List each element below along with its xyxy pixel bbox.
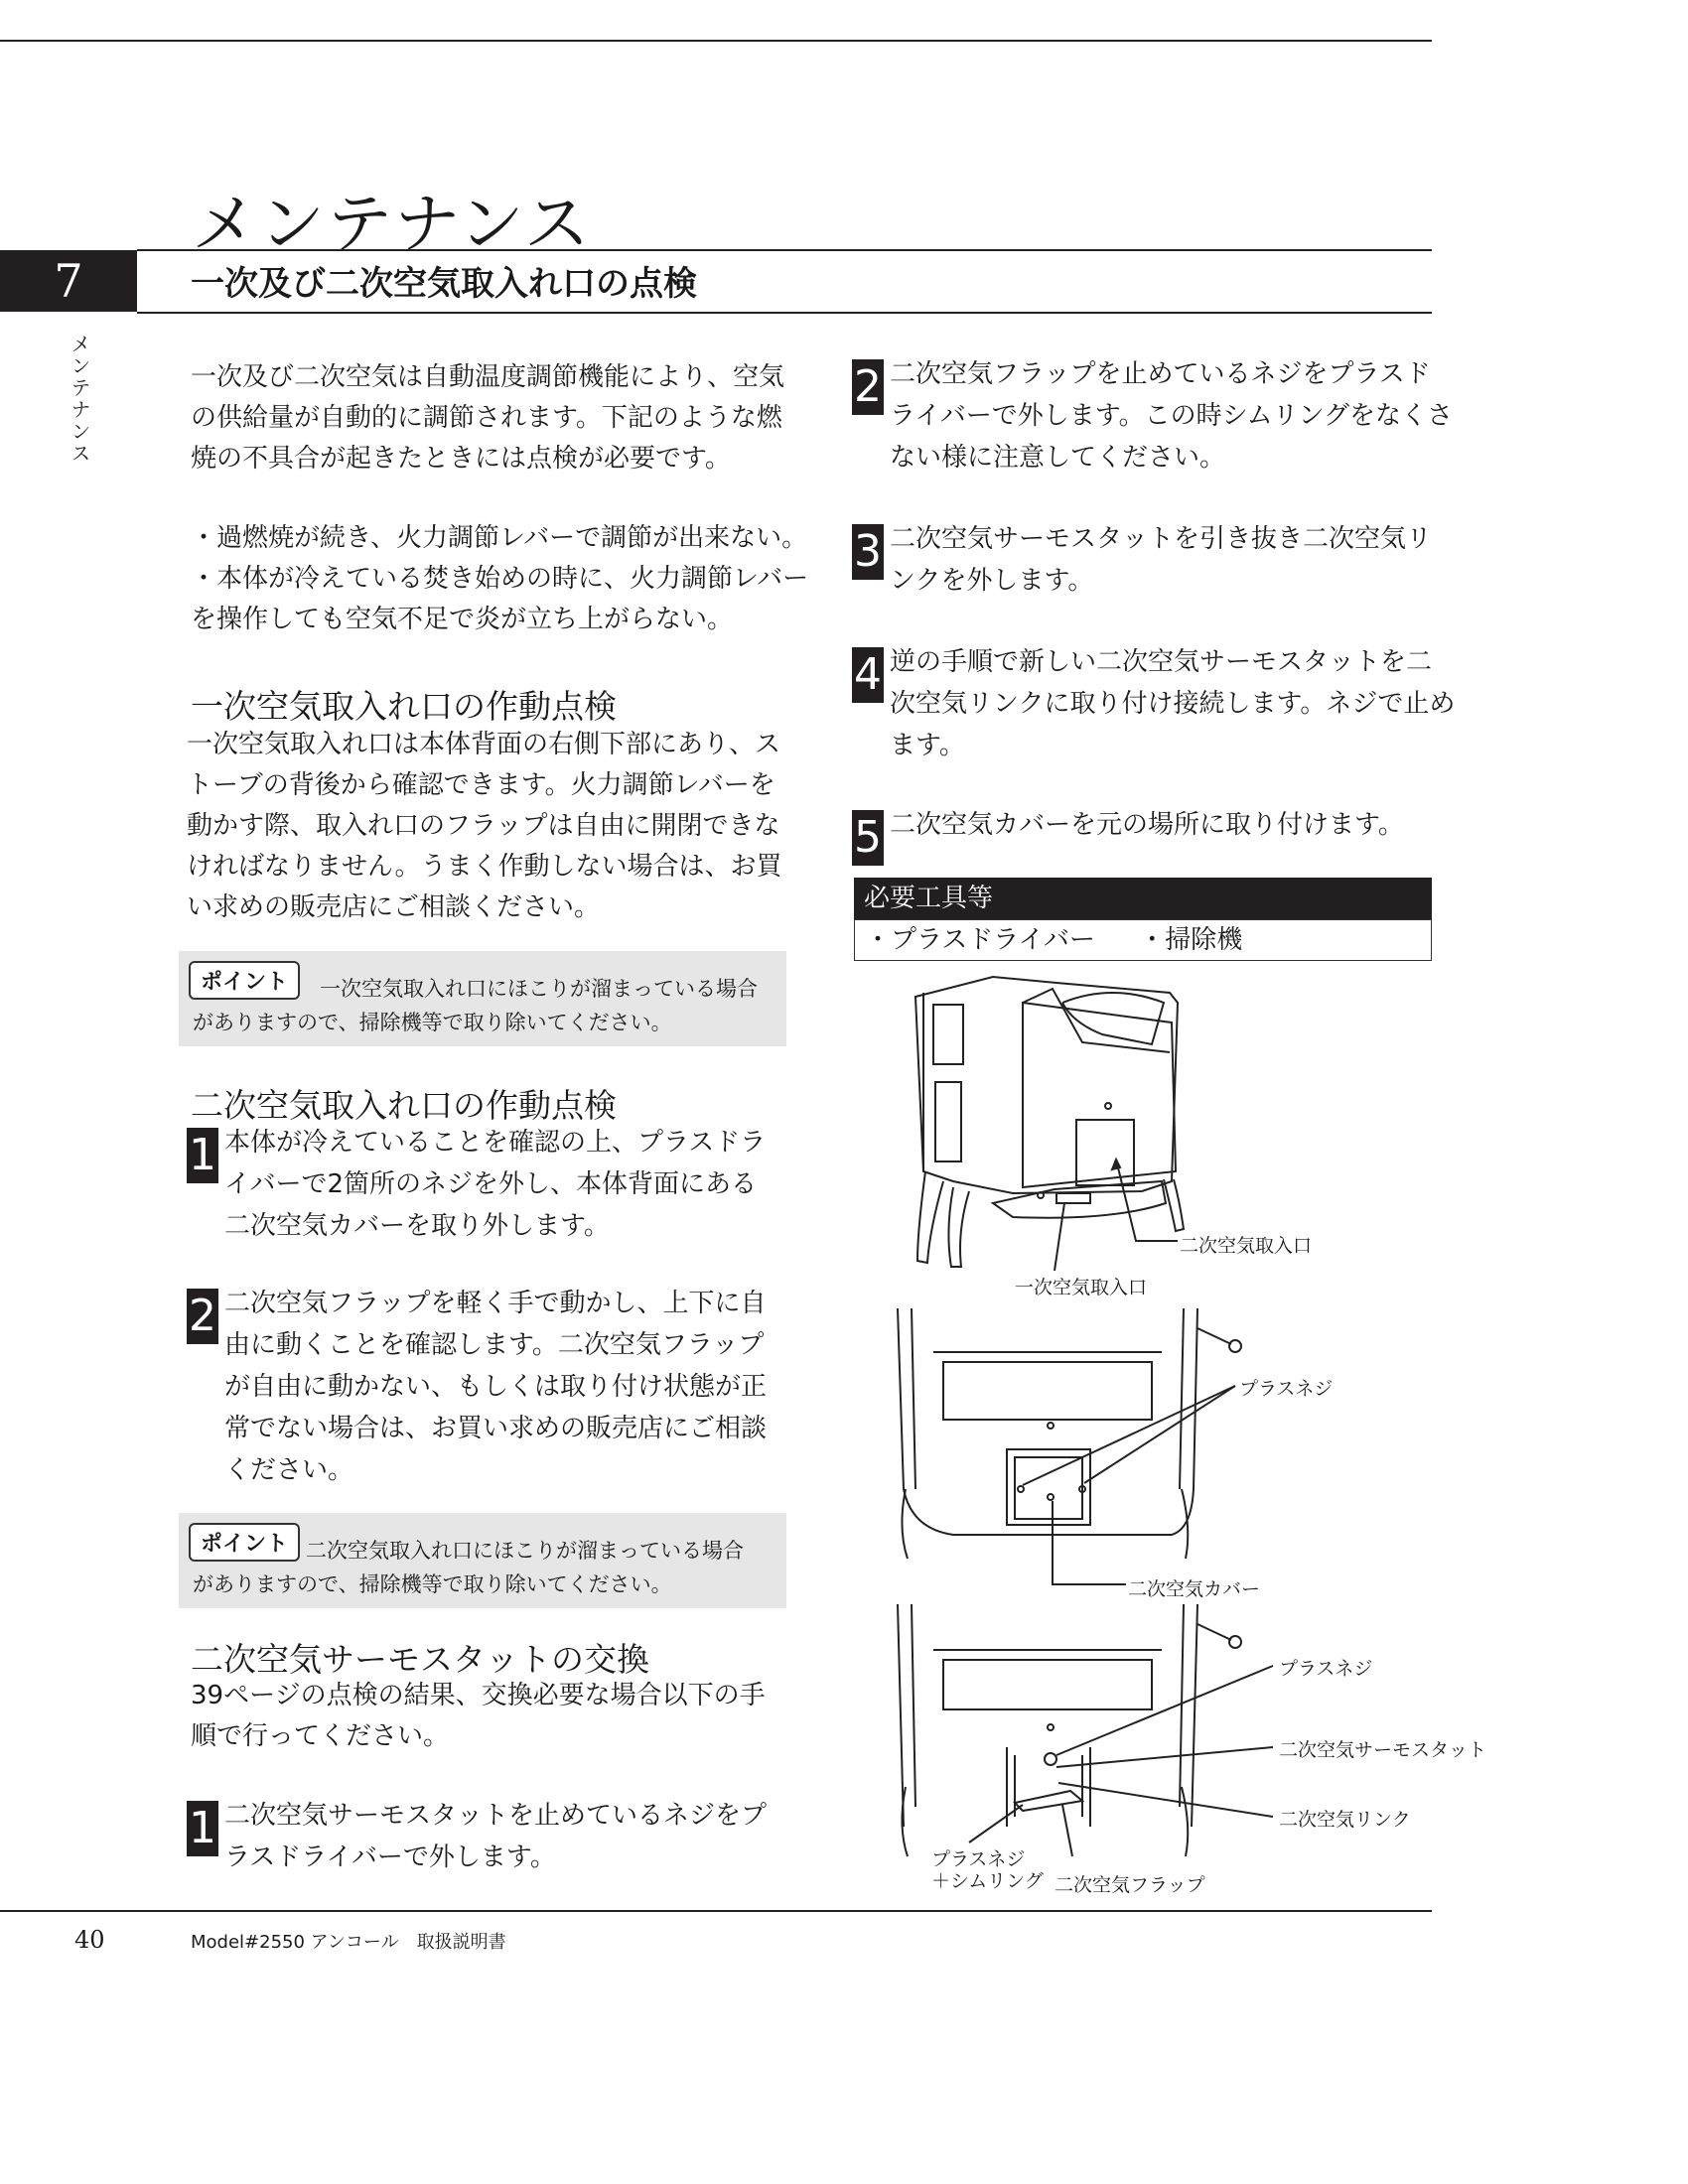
primary-line: 動かす際、取入れ口のフラップは自由に開閉できな [187, 811, 780, 841]
leader-line [1023, 1386, 1235, 1485]
step-line: 本体が冷えていることを確認の上、プラスドラ [224, 1128, 767, 1158]
step-line: 常でない場合は、お買い求めの販売店にご相談 [224, 1414, 768, 1443]
thermostat-line: 39ページの点検の結果、交換必要な場合以下の手 [191, 1681, 766, 1710]
footer-model: Model#2550 アンコール 取扱説明書 [191, 1932, 506, 1953]
step-line: 次空気リンクに取り付け接続します。ネジで止め [890, 689, 1456, 719]
step-number: 1 [187, 1128, 218, 1183]
step-line: 由に動くことを確認します。二次空気フラップ [224, 1330, 765, 1360]
step-number: 2 [852, 359, 884, 415]
footer-rule [0, 1910, 1432, 1912]
flap-detail-figure [898, 1604, 1241, 1856]
page-number: 40 [74, 1926, 105, 1954]
leader-line [1062, 1805, 1072, 1856]
point-text: がありますので、掃除機等で取り除いてください。 [193, 1572, 672, 1596]
step-line: 逆の手順で新しい二次空気サーモスタットを二 [890, 647, 1433, 677]
stove-rear-figure [915, 977, 1184, 1267]
step-line: ます。 [890, 731, 965, 760]
point-text: 一次空気取入れ口にほこりが溜まっている場合 [320, 977, 758, 1001]
callout-cover: 二次空気カバー [1128, 1578, 1261, 1600]
leader-line [1084, 1386, 1235, 1483]
point-label: ポイント [189, 961, 300, 1000]
step-line: イバーで2箇所のネジを外し、本体背面にある [224, 1169, 758, 1199]
step-number: 3 [852, 524, 884, 580]
point-text: がありますので、掃除機等で取り除いてください。 [193, 1011, 672, 1034]
step-line: ライバーで外します。この時シムリングをなくさ [890, 401, 1454, 431]
side-label: メンテナンス [68, 334, 91, 465]
step-line: 二次空気サーモスタットを止めているネジをプ [224, 1801, 768, 1831]
callout-primary-inlet: 一次空気取入口 [1015, 1277, 1148, 1298]
callout-line: プラスネジ [931, 1848, 1026, 1870]
step-line: 二次空気フラップを止めているネジをプラスド [890, 359, 1431, 389]
step-number: 1 [187, 1801, 218, 1856]
intro-line: の供給量が自動的に調節されます。下記のような燃 [191, 403, 782, 433]
leader-line [1055, 1203, 1064, 1271]
intro-line: 一次及び二次空気は自動温度調節機能により、空気 [191, 362, 785, 392]
thermostat-line: 順で行ってください。 [191, 1721, 450, 1751]
secondary-heading: 二次空気取入れ口の作動点検 [191, 1086, 617, 1125]
intro-line: 焼の不具合が起きたときには点検が必要です。 [191, 444, 731, 474]
chapter-number: 7 [0, 250, 137, 312]
primary-line: トーブの背後から確認できます。火力調節レバーを [187, 770, 775, 800]
primary-line: ければなりません。うまく作動しない場合は、お買 [187, 852, 782, 882]
section-title: 一次及び二次空気取入れ口の点検 [191, 264, 697, 304]
step-line: ラスドライバーで外します。 [224, 1843, 556, 1872]
callout-screw-bottom: プラスネジ [1279, 1658, 1373, 1680]
tools-heading: 必要工具等 [854, 878, 1432, 919]
point-text: 二次空気取入れ口にほこりが溜まっている場合 [306, 1539, 744, 1563]
page-title: メンテナンス [192, 186, 592, 262]
symptom-item: ・本体が冷えている焚き始めの時に、火力調節レバー [191, 564, 809, 594]
symptom-item: ・過燃焼が続き、火力調節レバーで調節が出来ない。 [191, 523, 808, 553]
tool-item: ・プラスドライバー [865, 925, 1095, 955]
step-line: 二次空気カバーを元の場所に取り付けます。 [890, 810, 1404, 840]
primary-heading: 一次空気取入れ口の作動点検 [191, 687, 617, 726]
leader-line [969, 1805, 1023, 1843]
step-number: 5 [852, 810, 884, 866]
callout-screw-shim [931, 1848, 1044, 1892]
step-line: ください。 [224, 1455, 354, 1485]
step-line: 二次空気サーモスタットを引き抜き二次空気リ [890, 524, 1433, 554]
callout-flap: 二次空気フラップ [1055, 1874, 1205, 1896]
symptom-item: を操作しても空気不足で炎が立ち上がらない。 [191, 605, 734, 634]
callout-secondary-inlet: 二次空気取入口 [1180, 1235, 1313, 1257]
callout-screws-top: プラスネジ [1239, 1378, 1334, 1400]
step-line: が自由に動かない、もしくは取り付け状態が正 [224, 1372, 768, 1402]
leader-line [1056, 1747, 1273, 1767]
rear-panel-figure [898, 1308, 1241, 1559]
primary-line: い求めの販売店にご相談ください。 [187, 892, 601, 922]
step-number: 2 [187, 1289, 218, 1344]
thermostat-heading: 二次空気サーモスタットの交換 [191, 1640, 649, 1679]
primary-line: 一次空気取入れ口は本体背面の右側下部にあり、ス [187, 730, 781, 759]
callout-line: ＋シムリング [931, 1870, 1044, 1892]
tool-item: ・掃除機 [1139, 925, 1243, 955]
step-line: ンクを外します。 [890, 566, 1094, 596]
step-line: 二次空気フラップを軽く手で動かし、上下に自 [224, 1289, 767, 1318]
step-line: 二次空気カバーを取り外します。 [224, 1211, 610, 1241]
step-line: ない様に注意してください。 [890, 443, 1226, 473]
callout-link: 二次空気リンク [1279, 1809, 1411, 1831]
step-number: 4 [852, 647, 884, 703]
callout-thermostat: 二次空気サーモスタット [1279, 1739, 1487, 1761]
point-label: ポイント [189, 1523, 300, 1562]
